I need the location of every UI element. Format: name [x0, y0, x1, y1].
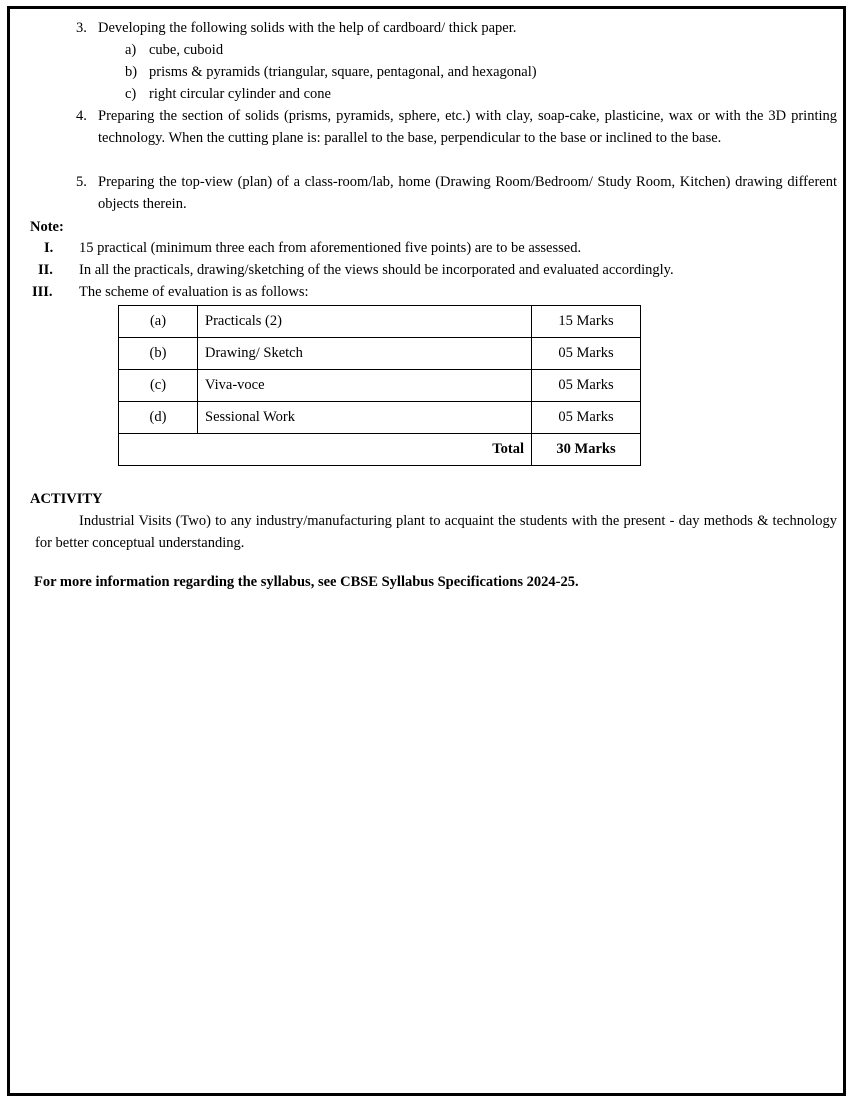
item-3a-text: cube, cuboid	[149, 42, 224, 58]
row-marks: 05 Marks	[532, 338, 641, 370]
note-3-text: The scheme of evaluation is as follows:	[79, 284, 309, 300]
activity-text: Industrial Visits (Two) to any industry/manufacturing plant to acquaint the students with the present - day methods & technology for better conceptual understanding.	[35, 513, 837, 551]
row-item: Drawing/ Sketch	[198, 338, 532, 370]
table-total-row	[119, 434, 641, 466]
note-1-text: 15 practical (minimum three each from aforementioned five points) are to be assessed.	[79, 240, 582, 256]
row-item: Practicals (2)	[198, 306, 532, 338]
row-marks: 05 Marks	[532, 370, 641, 402]
item-3b-text: prisms & pyramids (triangular, square, pentagonal, and hexagonal)	[149, 64, 537, 80]
row-marks: 15 Marks	[532, 306, 641, 338]
total-marks: 30 Marks	[532, 434, 641, 466]
row-label: (a)	[119, 306, 198, 338]
item-3-number: 3.	[76, 20, 87, 36]
item-5-number: 5.	[76, 174, 87, 190]
row-item: Sessional Work	[198, 402, 532, 434]
item-3-text: Developing the following solids with the help of cardboard/ thick paper.	[98, 20, 517, 36]
note-3-number: III.	[32, 284, 53, 300]
row-label: (c)	[119, 370, 198, 402]
syllabus-info-note: For more information regarding the syllabus, see CBSE Syllabus Specifications 2024-25.	[34, 574, 579, 590]
table-row	[119, 306, 641, 338]
total-label: Total	[119, 434, 532, 466]
item-3a-label: a)	[125, 42, 137, 58]
item-5-text: Preparing the top-view (plan) of a class-room/lab, home (Drawing Room/Bedroom/ Study Room, Kitchen) drawing different objects therein.	[98, 174, 837, 212]
row-item: Viva-voce	[198, 370, 532, 402]
row-label: (b)	[119, 338, 198, 370]
activity-heading: ACTIVITY	[30, 491, 103, 507]
note-1-number: I.	[44, 240, 54, 256]
evaluation-table	[118, 305, 641, 466]
note-2-text: In all the practicals, drawing/sketching of the views should be incorporated and evaluated accordingly.	[79, 262, 674, 278]
item-4-text: Preparing the section of solids (prisms, pyramids, sphere, etc.) with clay, soap-cake, plasticine, wax or with the 3D printing technology. When the cutting plane is: parallel to the base, perpendicular to the base or inclined to the base.	[98, 108, 837, 146]
item-3c-label: c)	[125, 86, 137, 102]
item-3c-text: right circular cylinder and cone	[149, 86, 331, 102]
item-4-number: 4.	[76, 108, 87, 124]
note-heading: Note:	[30, 219, 64, 235]
table-row	[119, 402, 641, 434]
table-row	[119, 370, 641, 402]
note-2-number: II.	[38, 262, 53, 278]
row-label: (d)	[119, 402, 198, 434]
row-marks: 05 Marks	[532, 402, 641, 434]
item-3b-label: b)	[125, 64, 138, 80]
table-row	[119, 338, 641, 370]
